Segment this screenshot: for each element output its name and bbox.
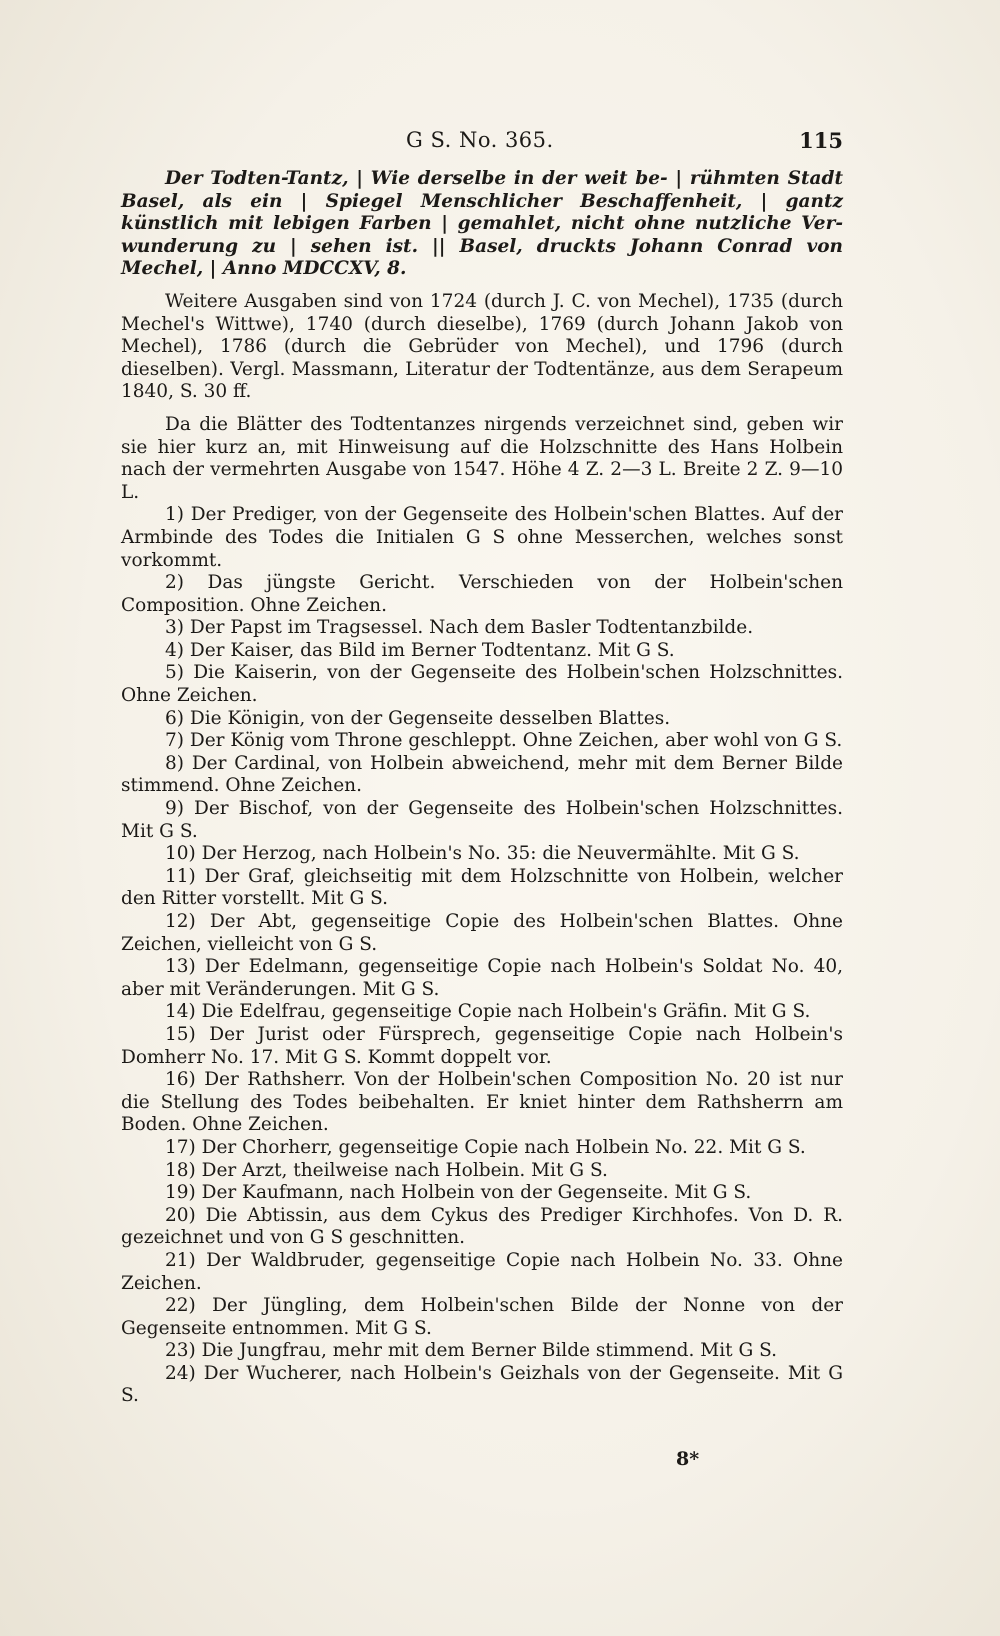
list-item: 16) Der Rathsherr. Von der Holbein'schen Composition No. 20 ist nur die Stellung des Todes beibehalten. Er kniet hinter dem Rathsherrn am Boden. Ohne Zeichen. — [121, 1069, 843, 1136]
list-item: 4) Der Kaiser, das Bild im Berner Todtentanz. Mit G S. — [165, 639, 675, 661]
list-item: 5) Die Kaiserin, von der Gegenseite des Holbein'schen Holzschnittes. Ohne Zeichen. — [121, 662, 843, 707]
entry-list — [121, 504, 843, 1408]
list-item: 19) Der Kaufmann, nach Holbein von der Gegenseite. Mit G S. — [165, 1182, 752, 1204]
list-item: 15) Der Jurist oder Fürsprech, gegenseitige Copie nach Holbein's Domherr No. 17. Mit G S. Kommt doppelt vor. — [121, 1023, 843, 1068]
list-item: 17) Der Chorherr, gegenseitige Copie nach Holbein No. 22. Mit G S. — [165, 1136, 806, 1158]
list-item: 22) Der Jüngling, dem Holbein'schen Bilde der Nonne von der Gegenseite entnommen. Mit G S. — [121, 1295, 843, 1339]
list-item: 11) Der Graf, gleichseitig mit dem Holzschnitte von Holbein, welcher den Ritter vorstellt. Mit G S. — [121, 865, 843, 910]
list-item: 14) Die Edelfrau, gegenseitige Copie nach Holbein's Gräfin. Mit G S. — [165, 1001, 811, 1023]
paragraph-editions: Weitere Ausgaben sind von 1724 (durch J. C. von Mechel), 1735 (durch Mechel's Wittwe), 1740 (durch dieselbe), 1769 (durch Johann Jakob von Mechel), 1786 (durch die Gebrüder von Mechel), und 1796 (durch dieselben). Vergl. Massmann, Literatur der Todtentänze, aus dem Serapeum 1840, S. 30 ff. — [121, 290, 843, 403]
list-item: 20) Die Abtissin, aus dem Cykus des Prediger Kirchhofes. Von D. R. gezeichnet und von G S geschnitten. — [121, 1204, 843, 1249]
list-item: 21) Der Waldbruder, gegenseitige Copie nach Holbein No. 33. Ohne Zeichen. — [121, 1249, 843, 1294]
list-item: 9) Der Bischof, von der Gegenseite des Holbein'schen Holzschnittes. Mit G S. — [121, 798, 843, 842]
catalog-reference: G S. No. 365. — [406, 128, 554, 152]
running-header — [121, 128, 843, 158]
list-item: 23) Die Jungfrau, mehr mit dem Berner Bilde stimmend. Mit G S. — [165, 1340, 778, 1362]
list-item: 6) Die Königin, von der Gegenseite desselben Blattes. — [165, 707, 671, 729]
list-item: 8) Der Cardinal, von Holbein abweichend, mehr mit dem Berner Bilde stimmend. Ohne Zeichen. — [121, 752, 843, 797]
list-item: 24) Der Wucherer, nach Holbein's Geizhals von der Gegenseite. Mit G S. — [121, 1362, 843, 1407]
list-item: 13) Der Edelmann, gegenseitige Copie nach Holbein's Soldat No. 40, aber mit Veränderungen. Mit G S. — [121, 956, 843, 1000]
list-item: 12) Der Abt, gegenseitige Copie des Holbein'schen Blattes. Ohne Zeichen, vielleicht von G S. — [121, 911, 843, 955]
book-title-entry: Der Todten-Tantz, | Wie derselbe in der weit be- | rühmten Stadt Basel, als ein | Spiegel Menschlicher Beschaffenheit, | gantz künstlich mit lebigen Farben | gemahlet, nicht ohne nutzliche Ver- wunderung zu | sehen ist. || Basel, druckts Johann Conrad von Mechel, | Anno MDCCXV, 8. — [121, 168, 843, 280]
list-item: 10) Der Herzog, nach Holbein's No. 35: die Neuvermählte. Mit G S. — [165, 843, 800, 865]
signature-mark: 8* — [676, 1448, 700, 1470]
list-item: 18) Der Arzt, theilweise nach Holbein. Mit G S. — [165, 1159, 608, 1181]
list-item: 2) Das jüngste Gericht. Verschieden von der Holbein'schen Composition. Ohne Zeichen. — [121, 572, 843, 616]
list-item: 3) Der Papst im Tragsessel. Nach dem Basler Todtentanzbilde. — [165, 617, 754, 639]
paragraph-introduction: Da die Blätter des Todtentanzes nirgends verzeichnet sind, geben wir sie hier kurz an, mit Hinweisung auf die Holzschnitte des Hans Holbein nach der vermehrten Ausgabe von 1547. Höhe 4 Z. 2—3 L. Breite 2 Z. 9—10 L. — [121, 413, 843, 503]
list-item: 1) Der Prediger, von der Gegenseite des Holbein'schen Blattes. Auf der Armbinde des Todes die Initialen G S ohne Messerchen, welches sonst vorkommt. — [121, 504, 843, 571]
page-body — [121, 168, 843, 1408]
list-item: 7) Der König vom Throne geschleppt. Ohne Zeichen, aber wohl von G S. — [165, 730, 843, 752]
page-number: 115 — [799, 128, 843, 153]
